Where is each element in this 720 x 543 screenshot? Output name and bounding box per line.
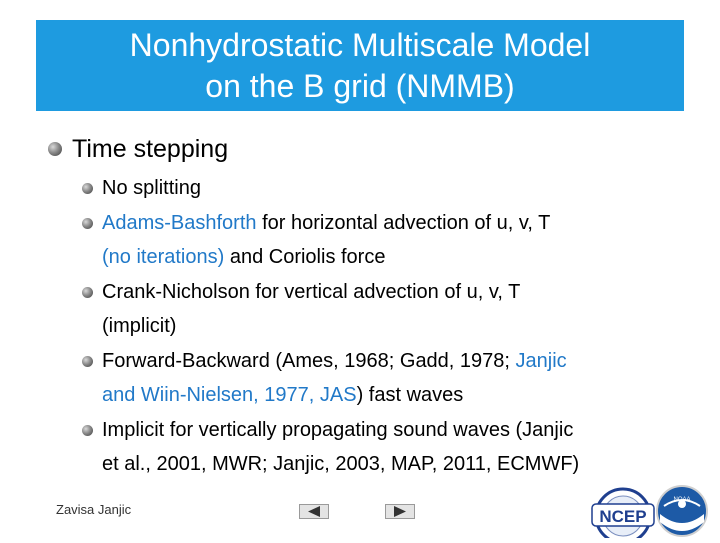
item-text: Forward-Backward (Ames, 1968; Gadd, 1978; (102, 349, 516, 372)
highlighted-text: (no iterations) (102, 245, 225, 268)
list-item (102, 344, 692, 412)
list-item (102, 413, 692, 481)
bullet-heading: Time stepping (72, 135, 229, 163)
title-line-2: on the B grid (NMMB) (205, 67, 515, 104)
highlighted-text: Janjic (515, 349, 567, 372)
item-text: (implicit) (102, 314, 177, 337)
item-text: for horizontal advection of u, v, T (256, 211, 551, 234)
item-text: et al., 2001, MWR; Janjic, 2003, MAP, 2011, ECMWF) (102, 452, 580, 475)
highlighted-text: and Wiin-Nielsen, 1977, JAS (102, 383, 357, 406)
list-item (102, 275, 692, 343)
list-item-line (102, 275, 692, 309)
sphere-bullet-icon (82, 287, 93, 298)
item-text: and Coriolis force (224, 245, 386, 268)
list-item-line (102, 240, 692, 274)
author-name: Zavisa Janjic (56, 502, 132, 517)
next-slide-button[interactable] (385, 504, 415, 519)
sphere-bullet-icon (82, 183, 93, 194)
list-item-line (102, 378, 692, 412)
item-text: No splitting (102, 177, 201, 199)
ncep-logo (576, 476, 666, 538)
noaa-logo (654, 484, 710, 538)
sphere-bullet-icon (82, 425, 93, 436)
list-item-line (102, 171, 692, 205)
sphere-bullet-icon (82, 356, 93, 367)
list-item-line (102, 344, 692, 378)
list-item-line (102, 206, 692, 240)
list-item (102, 171, 692, 205)
sphere-bullet-icon (48, 142, 62, 156)
item-text: Crank-Nicholson for vertical advection of u, v, T (102, 280, 521, 303)
list-item-line (102, 413, 692, 447)
noaa-logo-text: NOAA (673, 497, 691, 503)
triangle-left-icon (300, 505, 328, 518)
list-item (102, 206, 692, 274)
triangle-right-icon (386, 505, 414, 518)
highlighted-text: Adams-Bashforth (102, 211, 257, 234)
previous-slide-button[interactable] (299, 504, 329, 519)
slide-title (36, 20, 684, 111)
ncep-logo-text: NCEP (599, 507, 647, 526)
item-text: Implicit for vertically propagating sound waves (Janjic (102, 418, 574, 441)
list-item-line (102, 309, 692, 343)
sphere-bullet-icon (82, 218, 93, 229)
item-text: ) fast waves (356, 383, 464, 406)
title-line-1: Nonhydrostatic Multiscale Model (129, 26, 591, 63)
